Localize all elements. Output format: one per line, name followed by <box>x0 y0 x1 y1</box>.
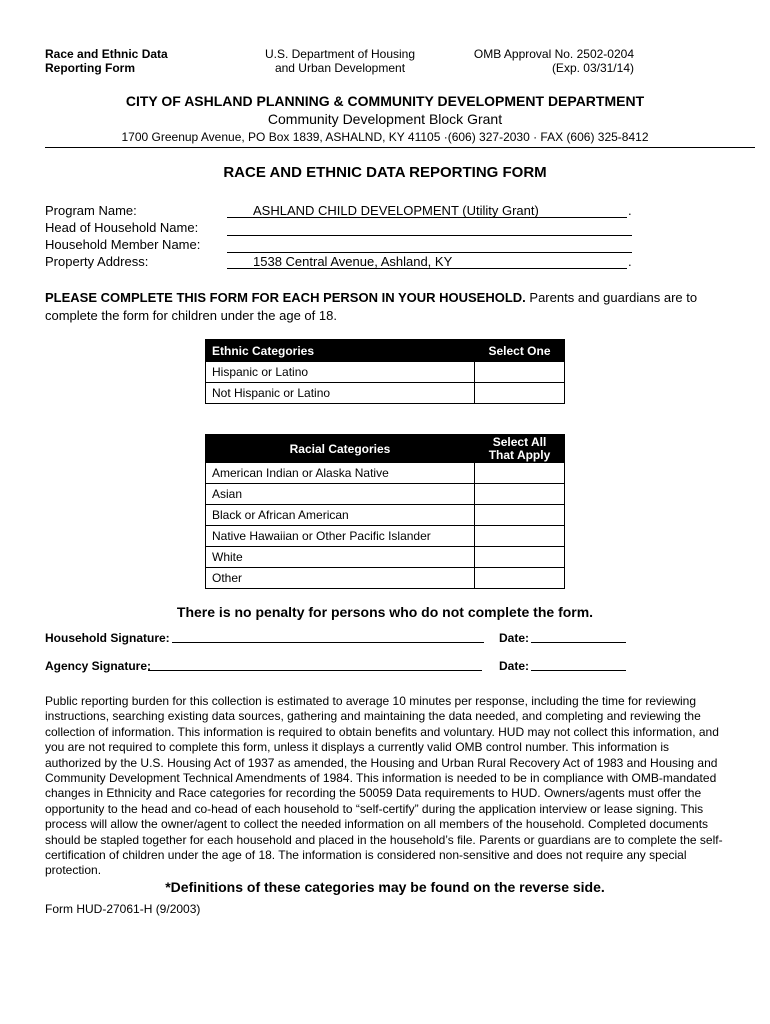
form-short-title <box>45 47 168 75</box>
household-signature-line[interactable] <box>172 641 484 643</box>
agency-date-label: Date: <box>499 659 530 673</box>
racial-select-cell[interactable] <box>475 526 565 547</box>
racial-select-cell[interactable] <box>475 463 565 484</box>
omb-number: OMB Approval No. 2502-0204 <box>473 47 634 61</box>
ethnic-header-category: Ethnic Categories <box>206 340 475 362</box>
header-divider <box>45 147 755 148</box>
racial-select-cell[interactable] <box>475 568 565 589</box>
racial-select-cell[interactable] <box>475 484 565 505</box>
table-row <box>206 463 565 484</box>
household-member-input[interactable] <box>227 237 632 253</box>
agency-signature-label: Agency Signature: <box>45 659 152 673</box>
household-date-label: Date: <box>499 631 530 645</box>
racial-header-select-line1: Select All <box>492 434 547 449</box>
table-header-row <box>206 435 565 463</box>
ethnic-category-label: Hispanic or Latino <box>206 362 475 383</box>
household-date-line[interactable] <box>531 641 626 643</box>
form-title: RACE AND ETHNIC DATA REPORTING FORM <box>223 164 547 181</box>
department-line2: and Urban Development <box>274 61 406 75</box>
ethnic-header-select: Select One <box>475 340 565 362</box>
field-suffix: . <box>628 254 632 269</box>
agency-program: Community Development Block Grant <box>267 111 503 127</box>
racial-header-select-line2: That Apply <box>488 447 551 462</box>
property-address-input[interactable]: 1538 Central Avenue, Ashland, KY <box>227 254 627 269</box>
agency-name: CITY OF ASHLAND PLANNING & COMMUNITY DEVELOPMENT DEPARTMENT <box>125 93 645 109</box>
instructions <box>45 289 705 325</box>
head-of-household-input[interactable] <box>227 220 632 236</box>
agency-date-line[interactable] <box>531 669 626 671</box>
form-short-title-line2: Reporting Form <box>45 61 135 75</box>
agency-signature-line[interactable] <box>148 669 482 671</box>
table-row <box>206 505 565 526</box>
department-line1: U.S. Department of Housing <box>264 47 416 61</box>
table-header-row <box>206 340 565 362</box>
racial-category-label: Other <box>206 568 475 589</box>
field-suffix: . <box>628 203 632 218</box>
form-number: Form HUD-27061-H (9/2003) <box>45 902 201 916</box>
definitions-note: *Definitions of these categories may be found on the reverse side. <box>165 879 605 895</box>
instructions-bold: PLEASE COMPLETE THIS FORM FOR EACH PERSON IN YOUR HOUSEHOLD. <box>45 290 526 305</box>
racial-category-label: Asian <box>206 484 475 505</box>
racial-category-label: American Indian or Alaska Native <box>206 463 475 484</box>
field-program-name <box>45 203 645 220</box>
penalty-note: There is no penalty for persons who do not complete the form. <box>176 604 594 620</box>
field-label: Property Address: <box>45 254 149 269</box>
field-label: Head of Household Name: <box>45 220 199 235</box>
racial-header-select <box>475 435 565 463</box>
instructions-rest: Parents and guardians are to complete the form for children under the age of 18. <box>45 290 698 323</box>
form-fields <box>45 203 645 271</box>
department-name <box>240 47 440 75</box>
table-row <box>206 383 565 404</box>
table-row <box>206 526 565 547</box>
table-row <box>206 484 565 505</box>
omb-expiration: (Exp. 03/31/14) <box>551 61 634 75</box>
field-label: Household Member Name: <box>45 237 201 252</box>
racial-select-cell[interactable] <box>475 547 565 568</box>
racial-category-label: Native Hawaiian or Other Pacific Islander <box>206 526 475 547</box>
omb-approval <box>440 47 634 75</box>
ethnic-category-label: Not Hispanic or Latino <box>206 383 475 404</box>
field-label: Program Name: <box>45 203 137 218</box>
racial-header-category: Racial Categories <box>206 435 475 463</box>
ethnic-categories-table <box>205 339 565 404</box>
household-signature-label: Household Signature: <box>45 631 170 645</box>
burden-statement: Public reporting burden for this collection is estimated to average 10 minutes per response, including the time for reviewing instructions, searching existing data sources, gathering and maintaining the data needed, and completing and reviewing the collection of information. This information is required to obtain benefits and voluntary. HUD may not collect this information, and you are not required to complete this form, unless it displays a currently valid OMB control number. This information is authorized by the U.S. Housing Act of 1937 as amended, the Housing and Urban Rural Recovery Act of 1983 and Housing and Community Development Technical Amendments of 1984. This information is needed to be in compliance with OMB-mandated changes in Ethnicity and Race categories for recording the 50059 Data requirements to HUD. Owners/agents must offer the opportunity to the head and co-head of each household to “self-certify” during the application interview or lease signing. This process will allow the owner/agent to collect the needed information on all members of the household. Completed documents should be stapled together for each household and placed in the household’s file. Parents or guardians are to complete the self-certification of children under the age of 18. The information is considered non-sensitive and does not require any special protection. <box>45 694 723 878</box>
form-short-title-line1: Race and Ethnic Data <box>45 47 168 61</box>
ethnic-select-cell-hispanic[interactable] <box>475 362 565 383</box>
ethnic-select-cell-not-hispanic[interactable] <box>475 383 565 404</box>
field-household-member <box>45 237 645 254</box>
table-row <box>206 568 565 589</box>
racial-category-label: White <box>206 547 475 568</box>
racial-category-label: Black or African American <box>206 505 475 526</box>
racial-select-cell[interactable] <box>475 505 565 526</box>
field-head-of-household <box>45 220 645 237</box>
table-row <box>206 362 565 383</box>
program-name-input[interactable]: ASHLAND CHILD DEVELOPMENT (Utility Grant) <box>227 203 627 218</box>
agency-address: 1700 Greenup Avenue, PO Box 1839, ASHALND, KY 41105 ·(606) 327-2030 · FAX (606) 325-8412 <box>121 130 649 144</box>
table-row <box>206 547 565 568</box>
racial-categories-table <box>205 434 565 589</box>
field-property-address <box>45 254 645 271</box>
